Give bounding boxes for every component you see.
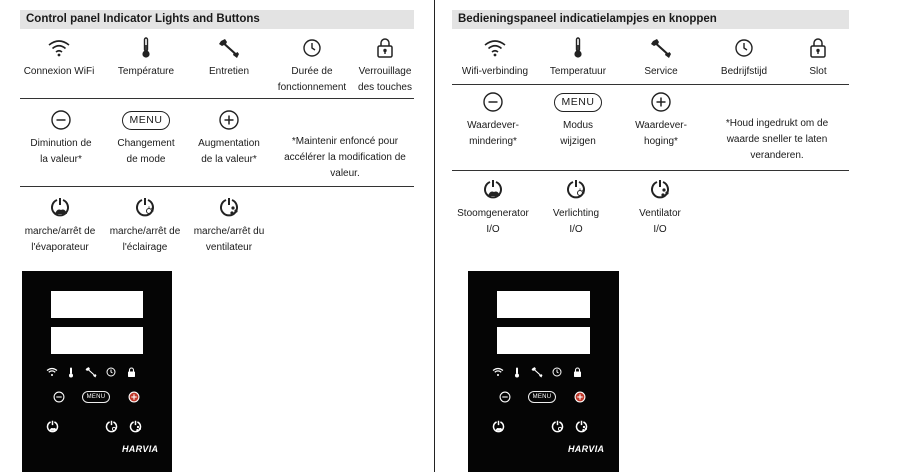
legend-item-wifi	[452, 36, 538, 80]
legend-label: Durée de fonctionnement	[277, 66, 347, 93]
menu-button[interactable]: MENU	[80, 390, 112, 404]
display-screen	[497, 291, 590, 318]
legend-label: Augmentation de la valeur*	[198, 138, 260, 165]
light-power-icon	[104, 196, 186, 220]
steam-power-button[interactable]	[43, 419, 61, 435]
legend-label: Stoomgenerator I/O	[457, 208, 529, 235]
section-title: Control panel Indicator Lights and Buttons	[20, 10, 414, 29]
thermometer-icon	[64, 365, 78, 379]
lock-icon	[352, 36, 418, 60]
legend-item-wifi	[20, 36, 98, 80]
fan-power-icon	[188, 196, 270, 220]
plus-button[interactable]	[573, 390, 587, 404]
lock-icon	[570, 365, 584, 379]
legend-label: Ventilator I/O	[639, 208, 681, 235]
footnote: *Maintenir enfoncé pour accélérer la modification de valeur.	[284, 136, 406, 179]
light-power-button[interactable]	[548, 419, 566, 435]
menu-icon: MENU	[108, 108, 184, 132]
minus-icon	[452, 90, 534, 114]
clock-icon	[704, 36, 784, 60]
legend-item-temperature	[108, 36, 184, 80]
legend-label: Temperatuur	[549, 66, 607, 77]
clock-icon	[550, 365, 564, 379]
legend-label: Entretien	[208, 66, 250, 77]
divider-line	[20, 98, 414, 99]
fan-power-button[interactable]	[126, 419, 144, 435]
legend-item-service	[626, 36, 696, 80]
legend-item-light	[104, 196, 186, 256]
legend-label: marche/arrêt de l'éclairage	[109, 226, 181, 253]
menu-icon: MENU	[540, 90, 616, 114]
menu-button[interactable]: MENU	[526, 390, 558, 404]
brand-logo: HARVIA	[122, 444, 159, 454]
legend-item-service	[194, 36, 264, 80]
legend-item-fan	[622, 178, 698, 238]
legend-label: Verlichting I/O	[552, 208, 600, 235]
legend-item-increase	[188, 108, 270, 168]
brand-logo: HARVIA	[568, 444, 605, 454]
legend-label: Slot	[809, 66, 827, 77]
wifi-icon	[452, 36, 538, 60]
legend-label: Diminution de la valeur*	[30, 138, 92, 165]
legend-item-operating-time	[704, 36, 784, 80]
legend-label: Température	[117, 66, 175, 77]
plus-button[interactable]	[127, 390, 141, 404]
control-panel-image	[468, 271, 619, 472]
light-power-button[interactable]	[102, 419, 120, 435]
wrench-icon	[529, 365, 545, 379]
display-screen	[51, 291, 143, 318]
wifi-icon	[20, 36, 98, 60]
legend-item-fan	[188, 196, 270, 256]
plus-icon	[188, 108, 270, 132]
divider-line	[452, 84, 849, 85]
wrench-icon	[194, 36, 264, 60]
display-screen	[51, 327, 143, 354]
control-panel-image	[22, 271, 172, 472]
thermometer-icon	[540, 36, 616, 60]
right-section	[452, 0, 852, 472]
legend-label: Verrouillage des touches	[358, 66, 412, 93]
legend-label: Waardever- hoging*	[635, 120, 687, 147]
legend-item-temperature	[540, 36, 616, 80]
wrench-icon	[626, 36, 696, 60]
legend-item-mode	[108, 108, 184, 168]
plus-icon	[620, 90, 702, 114]
divider-line	[20, 186, 414, 187]
legend-label: Modus wijzigen	[560, 120, 596, 147]
legend-label: marche/arrêt du ventilateur	[193, 226, 265, 253]
legend-label: Connexion WiFi	[23, 66, 95, 77]
minus-button[interactable]	[52, 390, 66, 404]
legend-item-decrease	[452, 90, 534, 150]
legend-label: marche/arrêt de l'évaporateur	[24, 226, 96, 253]
thermometer-icon	[108, 36, 184, 60]
steam-power-icon	[452, 178, 534, 202]
column-divider	[434, 0, 435, 472]
wifi-icon	[490, 365, 506, 379]
legend-item-increase	[620, 90, 702, 150]
section-title: Bedieningspaneel indicatielampjes en knoppen	[452, 10, 849, 29]
legend-label: Changement de mode	[117, 138, 175, 165]
steam-power-icon	[20, 196, 100, 220]
display-screen	[497, 327, 590, 354]
divider-line	[452, 170, 849, 171]
legend-item-mode	[540, 90, 616, 150]
legend-label: Bedrijfstijd	[720, 66, 768, 77]
legend-label: Service	[644, 66, 678, 77]
thermometer-icon	[510, 365, 524, 379]
lock-icon	[788, 36, 848, 60]
steam-power-button[interactable]	[489, 419, 507, 435]
fan-power-icon	[622, 178, 698, 202]
clock-icon	[104, 365, 118, 379]
legend-item-lock	[788, 36, 848, 80]
legend-label: Waardever- mindering*	[467, 120, 519, 147]
wrench-icon	[83, 365, 99, 379]
minus-icon	[20, 108, 102, 132]
legend-item-operating-time	[272, 36, 352, 96]
left-section	[20, 0, 416, 472]
minus-button[interactable]	[498, 390, 512, 404]
footnote: *Houd ingedrukt om de waarde sneller te laten veranderen.	[725, 118, 829, 161]
legend-item-steam	[20, 196, 100, 256]
legend-item-light	[538, 178, 614, 238]
wifi-icon	[44, 365, 60, 379]
clock-icon	[272, 36, 352, 60]
fan-power-button[interactable]	[572, 419, 590, 435]
legend-item-decrease	[20, 108, 102, 168]
legend-label: Wifi-verbinding	[461, 66, 529, 77]
lock-icon	[124, 365, 138, 379]
light-power-icon	[538, 178, 614, 202]
legend-item-key-lock	[352, 36, 418, 96]
legend-item-steam	[452, 178, 534, 238]
